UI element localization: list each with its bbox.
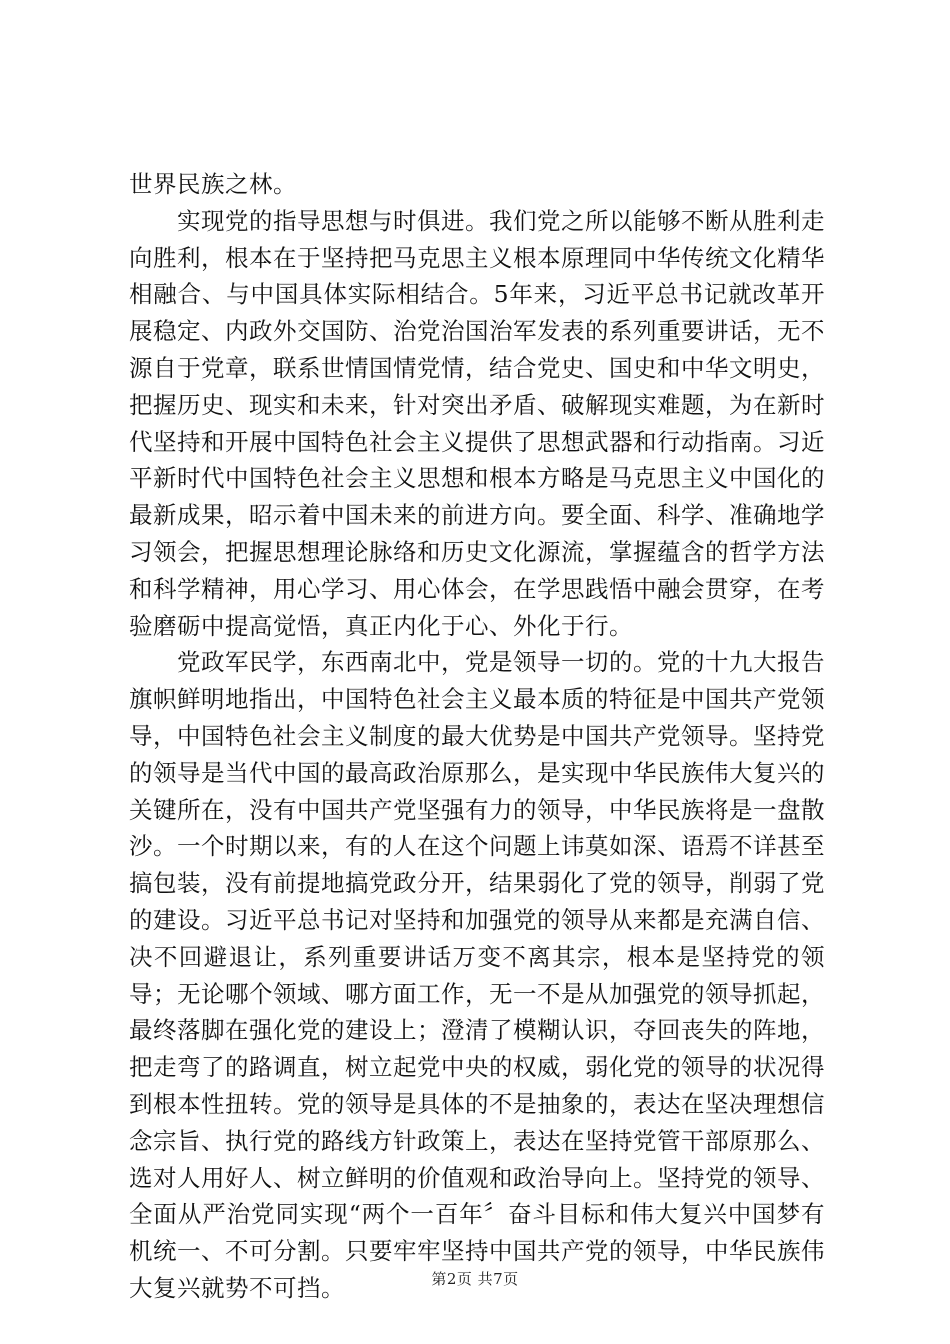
page-number-footer: 第2页 共7页 [431, 1270, 519, 1288]
paragraph-continuation: 世界民族之林。 [129, 170, 297, 198]
body-text [129, 166, 825, 1307]
paragraph-party-leadership: 党政军民学，东西南北中，党是领导一切的。党的十九大报告旗帜鲜明地指出，中国特色社会主义最本质的特征是中国共产党领导，中国特色社会主义制度的最大优势是中国共产党领导。坚持党的领导是当代中国的最高政治原那么，是实现中华民族伟大复兴的关键所在，没有中国共产党坚强有力的领导，中华民族将是一盘散沙。一个时期以来，有的人在这个问题上讳莫如深、语焉不详甚至搞包装，没有前提地搞党政分开，结果弱化了党的领导，削弱了党的建设。习近平总书记对坚持和加强党的领导从来都是充满自信、决不回避退让，系列重要讲话万变不离其宗，根本是坚持党的领导；无论哪个领域、哪方面工作，无一不是从加强党的领导抓起，最终落脚在强化党的建设上；澄清了模糊认识，夺回丧失的阵地，把走弯了的路调直，树立起党中央的权威，弱化党的领导的状况得到根本性扭转。党的领导是具体的不是抽象的，表达在坚决理想信念宗旨、执行党的路线方针政策上，表达在坚持党管干部原那么、选对人用好人、树立鲜明的价值观和政治导向上。坚持党的领导、全面从严治党同实现“两个一百年〞奋斗目标和伟大复兴中国梦有机统一、不可分割。只要牢牢坚持中国共产党的领导，中华民族伟大复兴就势不可挡。 [129, 648, 825, 1302]
paragraph-guiding-thought: 实现党的指导思想与时俱进。我们党之所以能够不断从胜利走向胜利，根本在于坚持把马克思主义根本原理同中华传统文化精华相融合、与中国具体实际相结合。5年来，习近平总书记就改革开展稳定、内政外交国防、治党治国治军发表的系列重要讲话，无不源自于党章，联系世情国情党情，结合党史、国史和中华文明史，把握历史、现实和未来，针对突出矛盾、破解现实难题，为在新时代坚持和开展中国特色社会主义提供了思想武器和行动指南。习近平新时代中国特色社会主义思想和根本方略是马克思主义中国化的最新成果，昭示着中国未来的前进方向。要全面、科学、准确地学习领会，把握思想理论脉络和历史文化源流，掌握蕴含的哲学方法和科学精神，用心学习、用心体会，在学思践悟中融会贯穿，在考验磨砺中提高觉悟，真正内化于心、外化于行。 [129, 206, 825, 640]
